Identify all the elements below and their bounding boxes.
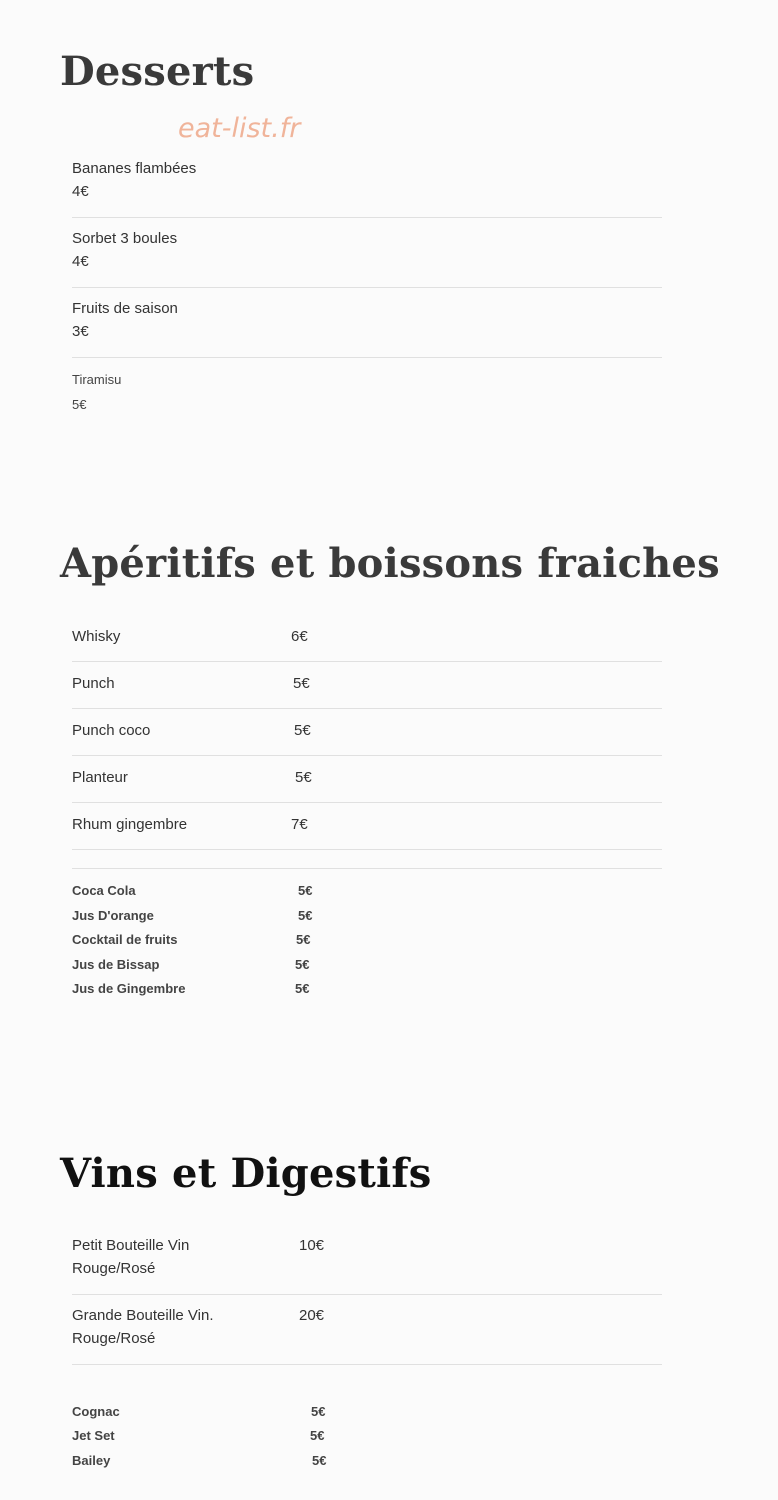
section-title-desserts: Desserts — [60, 48, 255, 95]
aperitif-name: Whisky — [72, 628, 121, 645]
digestif-price: 5€ — [311, 1404, 326, 1419]
soft-drink-name: Jus de Bissap — [72, 957, 160, 972]
section-title-vins: Vins et Digestifs — [60, 1150, 432, 1197]
aperitif-name: Rhum gingembre — [72, 816, 188, 833]
wine-name: Rouge/Rosé — [72, 1330, 156, 1347]
section-title-aperitifs: Apéritifs et boissons fraiches — [60, 540, 720, 587]
soft-drink-name: Cocktail de fruits — [72, 932, 178, 947]
divider — [72, 1364, 662, 1365]
wine-price: 20€ — [299, 1307, 325, 1324]
digestif-name: Bailey — [72, 1453, 111, 1468]
dessert-name: Fruits de saison — [72, 300, 178, 317]
divider — [72, 287, 662, 288]
divider — [72, 868, 662, 869]
soft-drink-price: 5€ — [296, 932, 311, 947]
divider — [72, 755, 662, 756]
divider — [72, 661, 662, 662]
aperitif-name: Planteur — [72, 769, 128, 786]
aperitif-name: Punch coco — [72, 722, 151, 739]
divider — [72, 217, 662, 218]
dessert-price: 4€ — [72, 183, 89, 200]
soft-drink-price: 5€ — [298, 883, 313, 898]
dessert-name: Sorbet 3 boules — [72, 230, 178, 247]
soft-drink-price: 5€ — [298, 908, 313, 923]
watermark: eat-list.fr — [178, 113, 301, 144]
dessert-name: Bananes flambées — [72, 160, 197, 177]
dessert-price: 5€ — [72, 397, 87, 412]
digestif-price: 5€ — [310, 1428, 325, 1443]
wine-price: 10€ — [299, 1237, 325, 1254]
digestif-price: 5€ — [312, 1453, 327, 1468]
digestif-name: Cognac — [72, 1404, 120, 1419]
digestif-name: Jet Set — [72, 1428, 115, 1443]
wine-name: Rouge/Rosé — [72, 1260, 156, 1277]
dessert-price: 4€ — [72, 253, 89, 270]
aperitif-price: 5€ — [294, 722, 311, 739]
aperitif-price: 7€ — [291, 816, 308, 833]
dessert-price: 3€ — [72, 323, 89, 340]
wine-name: Petit Bouteille Vin — [72, 1237, 190, 1254]
divider — [72, 1294, 662, 1295]
soft-drink-name: Jus de Gingembre — [72, 981, 186, 996]
wine-name: Grande Bouteille Vin. — [72, 1307, 214, 1324]
soft-drink-name: Coca Cola — [72, 883, 136, 898]
divider — [72, 708, 662, 709]
divider — [72, 849, 662, 850]
aperitif-price: 6€ — [291, 628, 308, 645]
divider — [72, 357, 662, 358]
divider — [72, 802, 662, 803]
dessert-name: Tiramisu — [72, 372, 122, 387]
aperitif-name: Punch — [72, 675, 115, 692]
aperitif-price: 5€ — [295, 769, 312, 786]
aperitif-price: 5€ — [293, 675, 310, 692]
soft-drink-price: 5€ — [295, 981, 310, 996]
soft-drink-name: Jus D'orange — [72, 908, 154, 923]
soft-drink-price: 5€ — [295, 957, 310, 972]
